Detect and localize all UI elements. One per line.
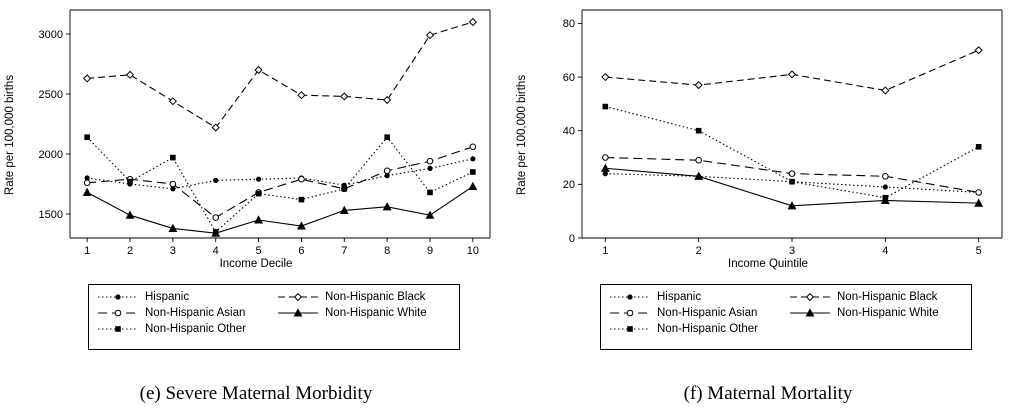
svg-text:2: 2 (126, 245, 134, 257)
legend-line-sample-icon (277, 307, 319, 319)
legend-item-label: Non-Hispanic Black (837, 291, 938, 303)
legend-item-nh_other (609, 323, 783, 335)
x-axis-title-e: Income Decile (219, 258, 293, 270)
svg-text:1: 1 (84, 245, 91, 257)
svg-text:5: 5 (255, 245, 262, 257)
svg-text:80: 80 (562, 18, 575, 31)
legend-item-hispanic (97, 291, 271, 303)
svg-text:6: 6 (298, 245, 305, 257)
legend-item-label: Non-Hispanic Asian (145, 307, 246, 319)
legend-item-nh_black (277, 291, 451, 303)
legend-f (600, 284, 972, 350)
svg-text:1500: 1500 (38, 208, 63, 221)
svg-text:9: 9 (426, 245, 434, 257)
legend-item-label: Non-Hispanic Other (145, 323, 246, 335)
legend-line-sample-icon (97, 323, 139, 335)
plot-area-f (512, 0, 1024, 280)
legend-item-empty (789, 323, 963, 335)
y-axis-title-f: Rate per 100,000 births (516, 74, 528, 196)
svg-text:8: 8 (384, 245, 391, 257)
svg-text:3000: 3000 (38, 28, 63, 41)
svg-text:1: 1 (602, 245, 609, 257)
legend-line-sample-icon (97, 307, 139, 319)
svg-text:2500: 2500 (38, 88, 63, 101)
svg-text:0: 0 (568, 232, 575, 245)
chart-svg-e (0, 0, 512, 280)
legend-item-label: Hispanic (145, 291, 190, 303)
svg-text:2: 2 (695, 245, 702, 257)
legend-item-label: Non-Hispanic Other (657, 323, 758, 335)
legend-item-label: Non-Hispanic White (837, 307, 939, 319)
svg-text:4: 4 (882, 245, 889, 257)
legend-item-nh_asian (609, 307, 783, 319)
legend-line-sample-icon (609, 291, 651, 303)
chart-svg-f (512, 0, 1024, 280)
legend-line-sample-icon (277, 291, 319, 303)
svg-text:7: 7 (341, 245, 348, 257)
x-axis-title-f: Income Quintile (728, 258, 808, 270)
legend-e (88, 284, 460, 350)
legend-item-nh_white (789, 307, 963, 319)
svg-text:2000: 2000 (38, 148, 63, 161)
svg-text:40: 40 (562, 125, 575, 138)
legend-item-nh_white (277, 307, 451, 319)
legend-item-nh_black (789, 291, 963, 303)
svg-text:5: 5 (975, 245, 982, 257)
svg-text:3: 3 (169, 245, 176, 257)
plot-area-e (0, 0, 512, 280)
legend-line-sample-icon (97, 291, 139, 303)
legend-item-label: Non-Hispanic White (325, 307, 427, 319)
legend-line-sample-icon (609, 323, 651, 335)
svg-text:60: 60 (562, 71, 575, 84)
svg-text:20: 20 (562, 179, 575, 192)
panel-maternal-mortality (512, 0, 1024, 413)
legend-item-hispanic (609, 291, 783, 303)
legend-item-label: Non-Hispanic Asian (657, 307, 758, 319)
legend-item-empty (277, 323, 451, 335)
legend-line-sample-icon (789, 307, 831, 319)
y-axis-title-e: Rate per 100,000 births (4, 74, 16, 196)
legend-item-nh_asian (97, 307, 271, 319)
panel-caption-e: (e) Severe Maternal Morbidity (139, 383, 373, 404)
legend-item-label: Hispanic (657, 291, 702, 303)
legend-line-sample-icon (789, 291, 831, 303)
legend-item-label: Non-Hispanic Black (325, 291, 426, 303)
panel-caption-f: (f) Maternal Mortality (683, 383, 853, 404)
svg-text:10: 10 (466, 245, 479, 257)
svg-text:3: 3 (788, 245, 796, 257)
svg-text:4: 4 (212, 245, 219, 257)
legend-line-sample-icon (609, 307, 651, 319)
legend-item-nh_other (97, 323, 271, 335)
